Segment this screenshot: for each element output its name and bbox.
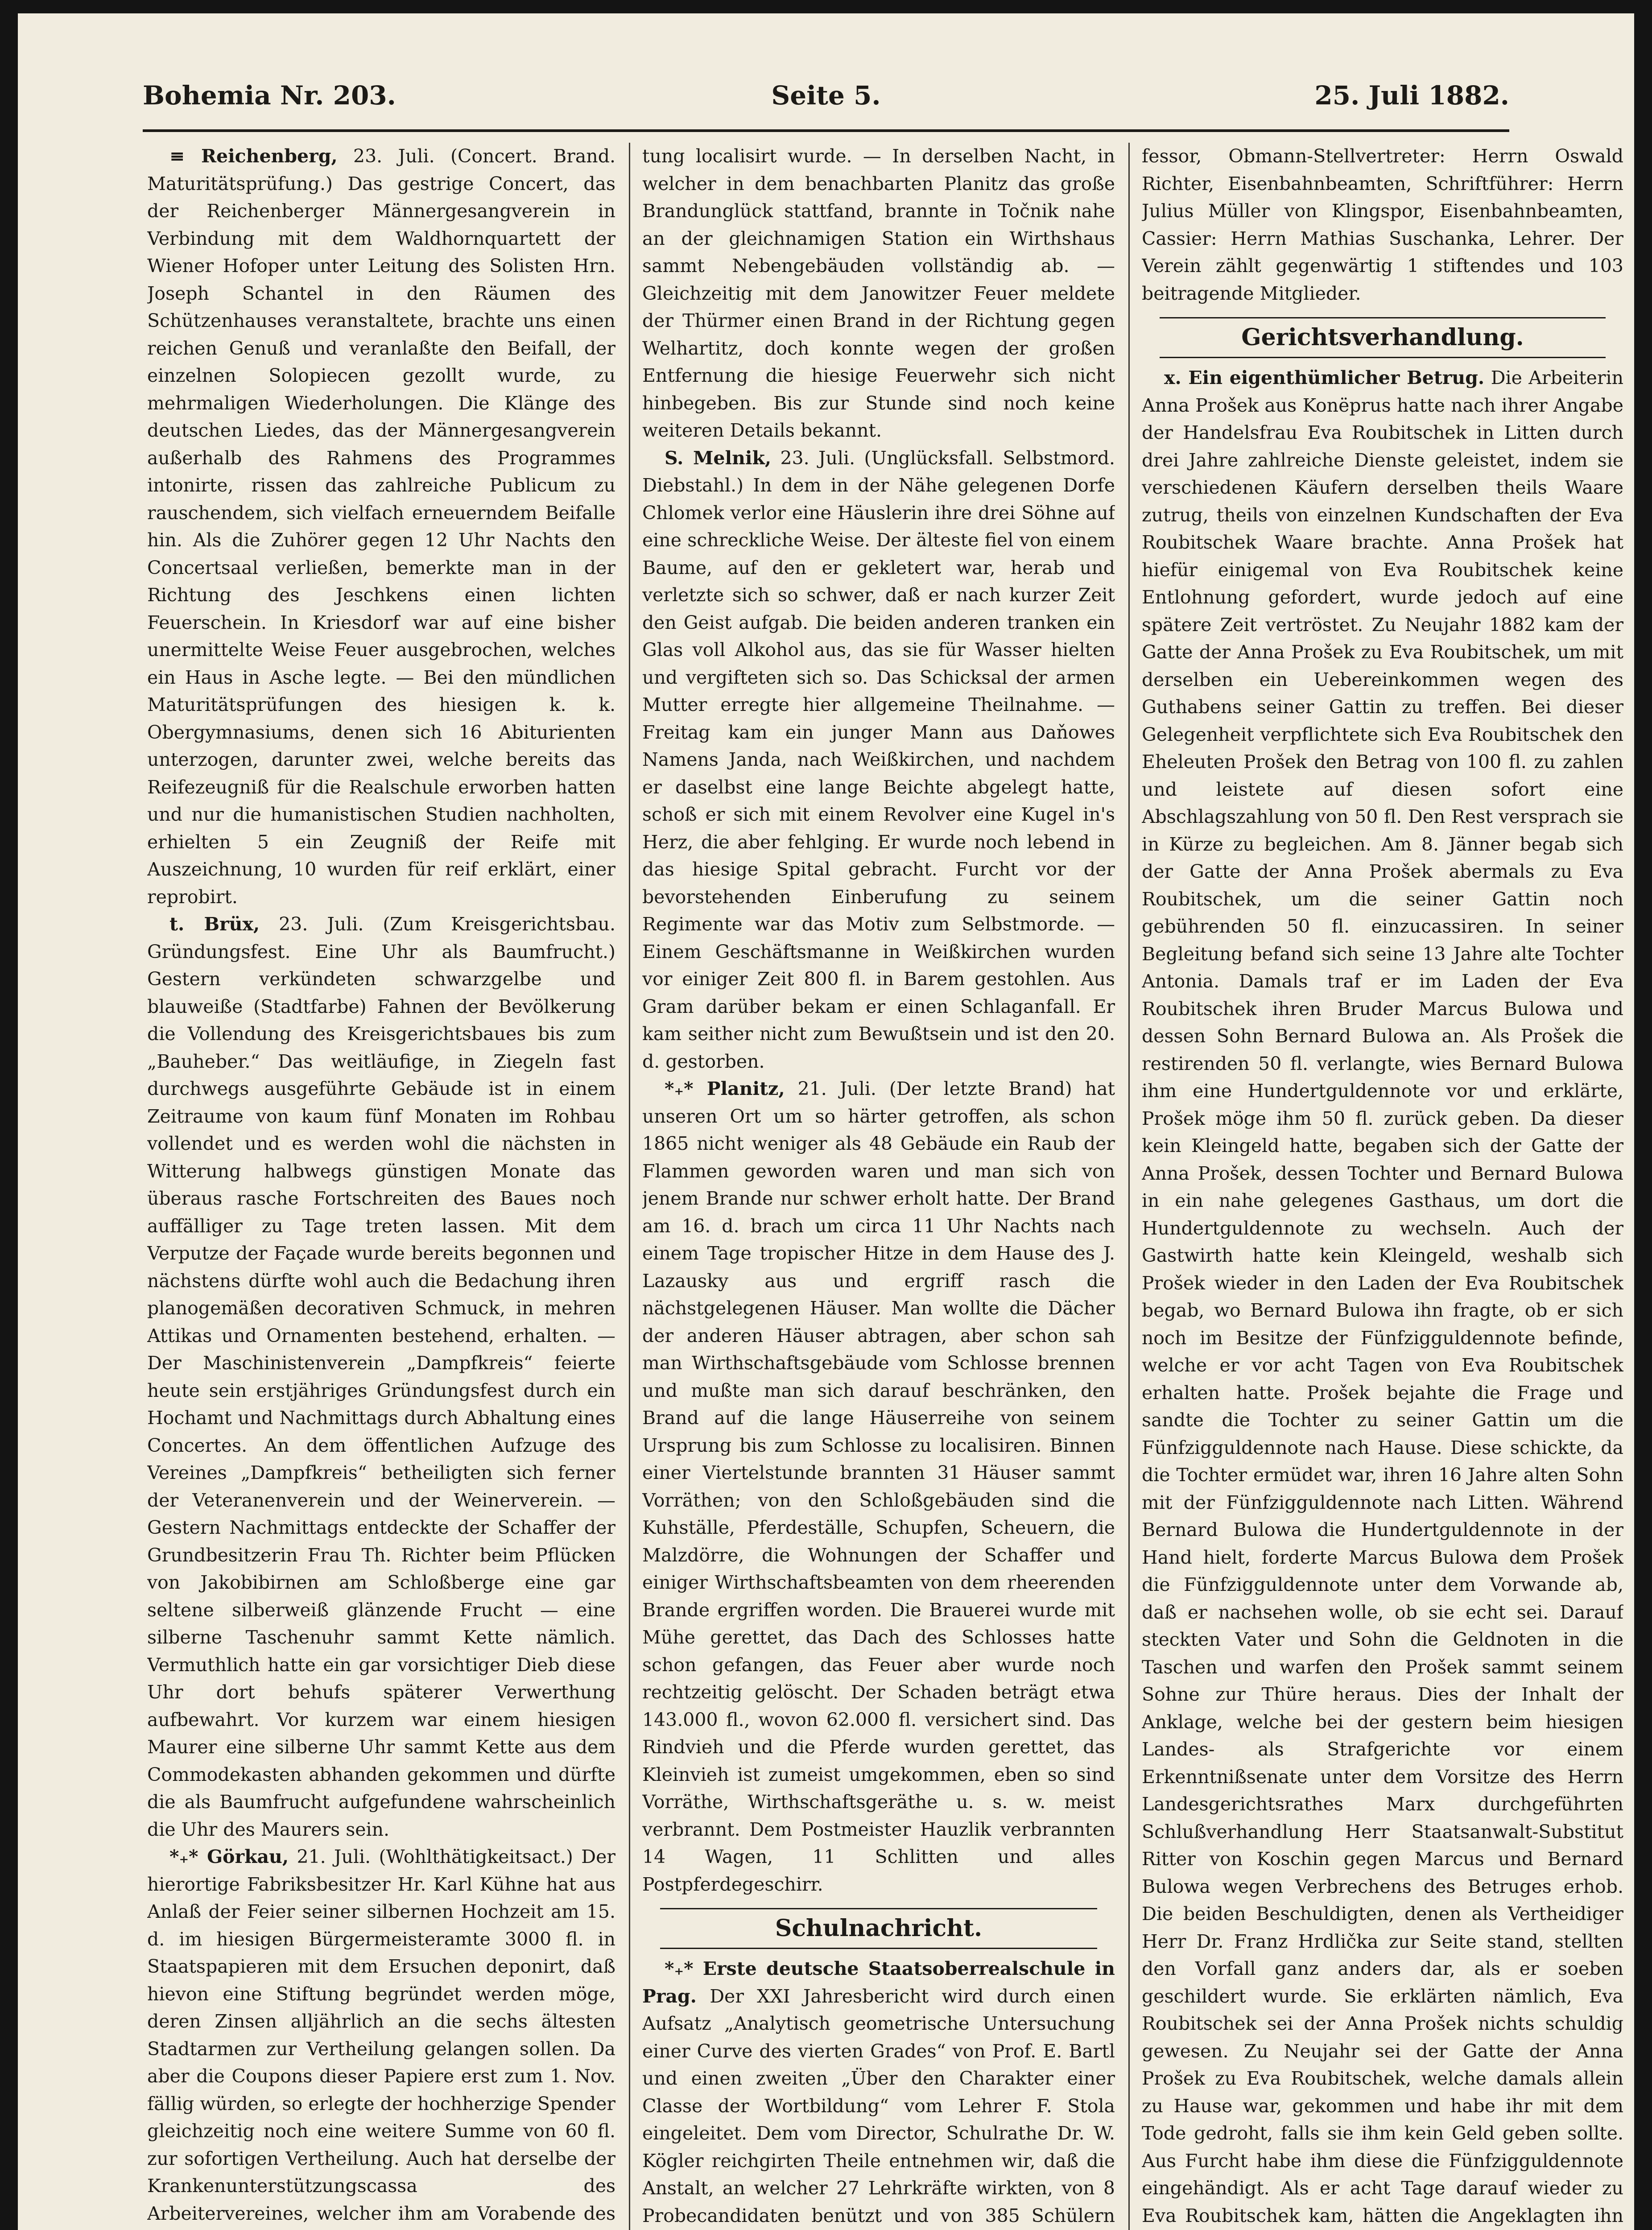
article — [642, 445, 1115, 1076]
article — [147, 1843, 615, 2230]
article — [147, 911, 615, 1843]
column-divider — [629, 143, 630, 2230]
article-dateline: S. Melnik, — [665, 447, 772, 469]
article-body: Die Arbeiterin Anna Prošek aus Konëprus hatte nach ihrer Angabe der Handelsfrau Eva Roubitschek in Litten durch drei Jahre zahlreiche Dienste geleistet, indem sie verschiedenen Käufern derselben theils Waare zutrug, theils von einzelnen Kundschaften der Eva Roubitschek Waare brachte. Anna Prošek hat hiefür einigemal von Eva Roubitschek keine Entlohnung gefordert, wurde jedoch auf eine spätere Zeit vertröstet. Zu Neujahr 1882 kam der Gatte der Anna Prošek zu Eva Roubitschek, um mit derselben ein Uebereinkommen wegen des Guthabens seiner Gattin zu treffen. Bei dieser Gelegenheit verpflichtete sich Eva Roubitschek den Eheleuten Prošek den Betrag von 100 fl. zu zahlen und leistete auf diesen sofort eine Abschlagszahlung von 50 fl. Den Rest versprach sie in Kürze zu begleichen. Am 8. Jänner begab sich der Gatte der Anna Prošek abermals zu Eva Roubitschek, um die seiner Gattin noch gebührenden 50 fl. einzucassiren. In seiner Begleitung befand sich seine 13 Jahre alte Tochter Antonia. Damals traf er im Laden der Eva Roubitschek ihren Bruder Marcus Bulowa und dessen Sohn Bernard Bulowa an. Als Prošek die restirenden 50 fl. verlangte, wies Bernard Bulowa ihm eine Hundertguldennote vor und erklärte, Prošek möge ihm 50 fl. zurück geben. Da dieser kein Kleingeld hatte, begaben sich der Gatte der Anna Prošek, dessen Tochter und Bernard Bulowa in ein nahe gelegenes Gasthaus, um dort die Hundertguldennote zu wechseln. Auch der Gastwirth hatte kein Kleingeld, weshalb sich Prošek wieder in den Laden der Eva Roubitschek begab, wo Bernard Bulowa ihn fragte, ob er sich noch im Besitze der Fünfzigguldennote befinde, welche er vor acht Tagen von Eva Roubitschek erhalten hatte. Prošek bejahte die Frage und sandte die Tochter zu seiner Gattin um die Fünfzigguldennote nach Hause. Diese schickte, da die Tochter ermüdet war, ihren 16 Jahre alten Sohn mit der Fünfzigguldennote nach Litten. Während Bernard Bulowa die Hundertguldennote in der Hand hielt, forderte Marcus Bulowa dem Prošek die Fünfzigguldennote unter dem Vorwande ab, daß er nachsehen wolle, ob sie echt sei. Darauf steckten Vater und Sohn die Geldnoten in die Taschen und warfen den Prošek sammt seinem Sohne zur Thüre heraus. Dies der Inhalt der Anklage, welche bei der gestern beim hiesigen Landes- als Strafgerichte vor einem Erkenntnißsenate unter dem Vorsitze des Herrn Landesgerichtsrathes Marx durchgeführten Schlußverhandlung Herr Staatsanwalt-Substitut Ritter von Koschin gegen Marcus und Bernard Bulowa wegen Verbrechens des Betruges erhob. Die beiden Beschuldigten, denen als Vertheidiger Herr Dr. Franz Hrdlička zur Seite stand, stellten den Vorfall ganz anders dar, als er soeben geschildert wurde. Sie erklärten nämlich, Eva Roubitschek sei der Anna Prošek nichts schuldig gewesen. Zu Neujahr sei der Gatte der Anna Prošek zu Eva Roubitschek, welche damals allein zu Hause war, gekommen und habe ihr mit dem Tode gedroht, falls sie ihm kein Geld geben sollte. Aus Furcht habe ihm diese die Fünfzigguldennote eingehändigt. Als er acht Tage darauf wieder zu Eva Roubitschek kam, hätten die Angeklagten ihn — [1142, 367, 1623, 2226]
article-dateline: t. Brüx, — [169, 913, 260, 935]
article-dateline: x. Ein eigenthümlicher Betrug. — [1164, 367, 1485, 388]
article-body: 23. Juli. (Zum Kreisgerichtsbau. Gründungsfest. Eine Uhr als Baumfrucht.) Gestern verkündeten schwarzgelbe und blauweiße (Stadtfarbe) Fahnen der Bevölkerung die Vollendung des Kreisgerichtsbaues bis zum „Bauheber.“ Das weitläufige, in Ziegeln fast durchwegs ausgeführte Gebäude ist in einem Zeitraume von kaum fünf Monaten im Rohbau vollendet und es werden wohl die nächsten in Witterung halbwegs günstigen Monate das überaus rasche Fortschreiten des Baues noch auffälliger zu Tage treten lassen. Mit dem Verputze der Façade wurde bereits begonnen und nächstens dürfte wohl auch die Bedachung ihren planogemäßen decorativen Schmuck, in mehren Attikas und Ornamenten bestehend, erhalten. — Der Maschinistenverein „Dampfkreis“ feierte heute sein erstjähriges Gründungsfest durch ein Hochamt und Nachmittags durch Abhaltung eines Concertes. An dem öffentlichen Aufzuge des Vereines „Dampfkreis“ betheiligten sich ferner der Veteranenverein und der Weinerverein. — Gestern Nachmittags entdeckte der Schaffer der Grundbesitzerin Frau Th. Richter beim Pflücken von Jakobibirnen am Schloßberge eine gar seltene silberweiß glänzende Frucht — eine silberne Taschenuhr sammt Kette nämlich. Vermuthlich hatte ein gar vorsichtiger Dieb diese Uhr dort behufs späterer Verwerthung aufbewahrt. Vor kurzem war einem hiesigen Maurer eine silberne Uhr sammt Kette aus dem Commodekasten abhanden gekommen und dürfte die als Baumfrucht aufgefundene wahrscheinlich die Uhr des Maurers sein. — [147, 913, 615, 1840]
article — [642, 143, 1115, 445]
issue-date: 25. Juli 1882. — [1314, 80, 1509, 111]
article-body: Der XXI Jahresbericht wird durch einen Aufsatz „Analytisch geometrische Untersuchung einer Curve des vierten Grades“ von Prof. E. Bartl und einen zweiten „Über den Charakter einer Classe der Wortbildung“ vom Lehrer F. Stola eingeleitet. Dem vom Director, Schulrathe Dr. W. Kögler reichgirten Theile entnehmen wir, daß die Anstalt, an welcher 27 Lehrkräfte wirkten, von 8 Probecandidaten benützt und von 385 Schülern — [642, 1985, 1115, 2226]
article — [1142, 364, 1623, 2230]
section-heading: Schulnachricht. — [660, 1908, 1097, 1949]
article-dateline: *₊* Erste deutsche Staatsoberrealschule in Prag. — [642, 1958, 1115, 2007]
article — [642, 1955, 1115, 2230]
article-dateline: *₊* Görkau, — [169, 1846, 289, 1867]
article-body: fessor, Obmann-Stellvertreter: Herrn Oswald Richter, Eisenbahnbeamten, Schriftführer: Herrn Julius Müller von Klingspor, Eisenbahnbeamten, Cassier: Herrn Mathias Suschanka, Lehrer. Der Verein zählt gegenwärtig 1 stiftendes und 103 beitragende Mitglieder. — [1142, 145, 1623, 304]
column-3 — [1142, 143, 1623, 2230]
section-heading: Gerichtsverhandlung. — [1160, 317, 1606, 358]
article-body: 21. Juli. (Wohlthätigkeitsact.) Der hierortige Fabriksbesitzer Hr. Karl Kühne hat aus Anlaß der Feier seiner silbernen Hochzeit am 15. d. im hiesigen Bürgermeisteramte 3000 fl. in Staatspapieren mit dem Ersuchen deponirt, daß hievon eine Stiftung begründet werden möge, deren Zinsen alljährlich an die sechs ältesten Stadtarmen zur Vertheilung gelangen sollen. Da aber die Coupons dieser Papiere erst zum 1. Nov. fällig würden, so erlegte der hochherzige Spender gleichzeitig noch eine weitere Summe von 60 fl. zur sofortigen Vertheilung. Auch hat derselbe der Krankenunterstützungscassa des Arbeitervereines, welcher ihm am Vorabende des — [147, 1846, 615, 2224]
article — [642, 1075, 1115, 1898]
article-body: tung localisirt wurde. — In derselben Nacht, in welcher in dem benachbarten Planitz das große Brandunglück stattfand, brannte in Točnik nahe an der gleichnamigen Station ein Wirthshaus sammt Nebengebäuden vollständig ab. — Gleichzeitig mit dem Janowitzer Feuer meldete der Thürmer einen Brand in der Richtung gegen Welhartitz, doch konnte wegen der großen Entfernung die hiesige Feuerwehr sich nicht hinbegeben. Bis zur Stunde sind noch keine weiteren Details bekannt. — [642, 145, 1115, 441]
page-number: Seite 5. — [771, 80, 881, 111]
article-body: 23. Juli. (Concert. Brand. Maturitätsprüfung.) Das gestrige Concert, das der Reichenberger Männergesangverein in Verbindung mit dem Waldhornquartett der Wiener Hofoper unter Leitung des Solisten Hrn. Joseph Schantel in den Räumen des Schützenhauses veranstaltete, brachte uns einen reichen Genuß und veranlaßte den Beifall, der einzelnen Solopiecen gezollt wurde, zu mehrmaligen Wiederholungen. Die Klänge des deutschen Liedes, das der Männergesangverein außerhalb des Rahmens des Programmes intonirte, rissen das zahlreiche Publicum zu rauschendem, sich vielfach erneuerndem Beifalle hin. Als die Zuhörer gegen 12 Uhr Nachts den Concertsaal verließen, bemerkte man in der Richtung des Jeschkens einen lichten Feuerschein. In Kriesdorf war auf eine bisher unermittelte Weise Feuer ausgebrochen, welches ein Haus in Asche legte. — Bei den mündlichen Maturitätsprüfungen des hiesigen k. k. Obergymnasiums, denen sich 16 Abiturienten unterzogen, darunter zwei, welche bereits das Reifezeugniß für die Realschule erworben hatten und nur die humanistischen Studien nachholten, erhielten 5 ein Zeugniß der Reife mit Auszeichnung, 10 wurden für reif erklärt, einer reprobirt. — [147, 145, 615, 908]
article — [1142, 143, 1623, 307]
issue-number: Bohemia Nr. 203. — [143, 80, 396, 111]
column-1 — [147, 143, 615, 2230]
masthead — [143, 76, 1509, 132]
article-dateline: ≡ Reichenberg, — [169, 145, 338, 167]
column-divider — [1128, 143, 1130, 2230]
article-body: 23. Juli. (Unglücksfall. Selbstmord. Diebstahl.) In dem in der Nähe gelegenen Dorfe Chlomek verlor eine Häuslerin ihre drei Söhne auf eine schreckliche Weise. Der älteste fiel von einem Baume, auf den er gekletert war, herab und verletzte sich so schwer, daß er nach kurzer Zeit den Geist aufgab. Die beiden anderen tranken ein Glas voll Alkohol aus, das sie für Wasser hielten und vergifteten sich so. Das Schicksal der armen Mutter erregte hier allgemeine Theilnahme. — Freitag kam ein junger Mann aus Daňowes Namens Janda, nach Weißkirchen, und nachdem er daselbst eine lange Beichte abgelegt hatte, schoß er sich mit einem Revolver eine Kugel in's Herz, die aber fehlging. Er wurde noch lebend in das hiesige Spital gebracht. Furcht vor der bevorstehenden Einberufung zu seinem Regimente war das Motiv zum Selbstmorde. — Einem Geschäftsmanne in Weißkirchen wurden vor einiger Zeit 800 fl. in Barem gestohlen. Aus Gram darüber bekam er einen Schlaganfall. Er kam seither nicht zum Bewußtsein und ist den 20. d. gestorben. — [642, 447, 1115, 1072]
newspaper-page — [18, 13, 1634, 2230]
article-dateline: *₊* Planitz, — [665, 1078, 785, 1099]
column-2 — [642, 143, 1115, 2230]
article-body: 21. Juli. (Der letzte Brand) hat unseren Ort um so härter getroffen, als schon 1865 nicht weniger als 48 Gebäude ein Raub der Flammen geworden waren und man sich von jenem Brande nur schwer erholt hatte. Der Brand am 16. d. brach um circa 11 Uhr Nachts nach einem Tage tropischer Hitze in dem Hause des J. Lazausky aus und ergriff rasch die nächstgelegenen Häuser. Man wollte die Dächer der anderen Häuser abtragen, aber schon sah man Wirthschaftsgebäude vom Schlosse brennen und mußte man sich darauf beschränken, den Brand auf die lange Häuserreihe von seinem Ursprung bis zum Schlosse zu localisiren. Binnen einer Viertelstunde brannten 31 Häuser sammt Vorräthen; von den Schloßgebäuden sind die Kuhställe, Pferdeställe, Schupfen, Scheuern, die Malzdörre, die Wohnungen der Schaffer und einiger Wirthschaftsbeamten von dem rheerenden Brande ergriffen worden. Die Brauerei wurde mit Mühe gerettet, das Dach des Schlosses hatte schon gefangen, das Feuer aber wurde noch rechtzeitig gelöscht. Der Schaden beträgt etwa 143.000 fl., wovon 62.000 fl. versichert sind. Das Rindvieh und die Pferde wurden gerettet, das Kleinvieh ist zumeist umgekommen, eben so sind Vorräthe, Wirthschaftsgeräthe u. s. w. meist verbrannt. Dem Postmeister Hauzlik verbrannten 14 Wagen, 11 Schlitten und alles Postpferdegeschirr. — [642, 1078, 1115, 1895]
article — [147, 143, 615, 911]
